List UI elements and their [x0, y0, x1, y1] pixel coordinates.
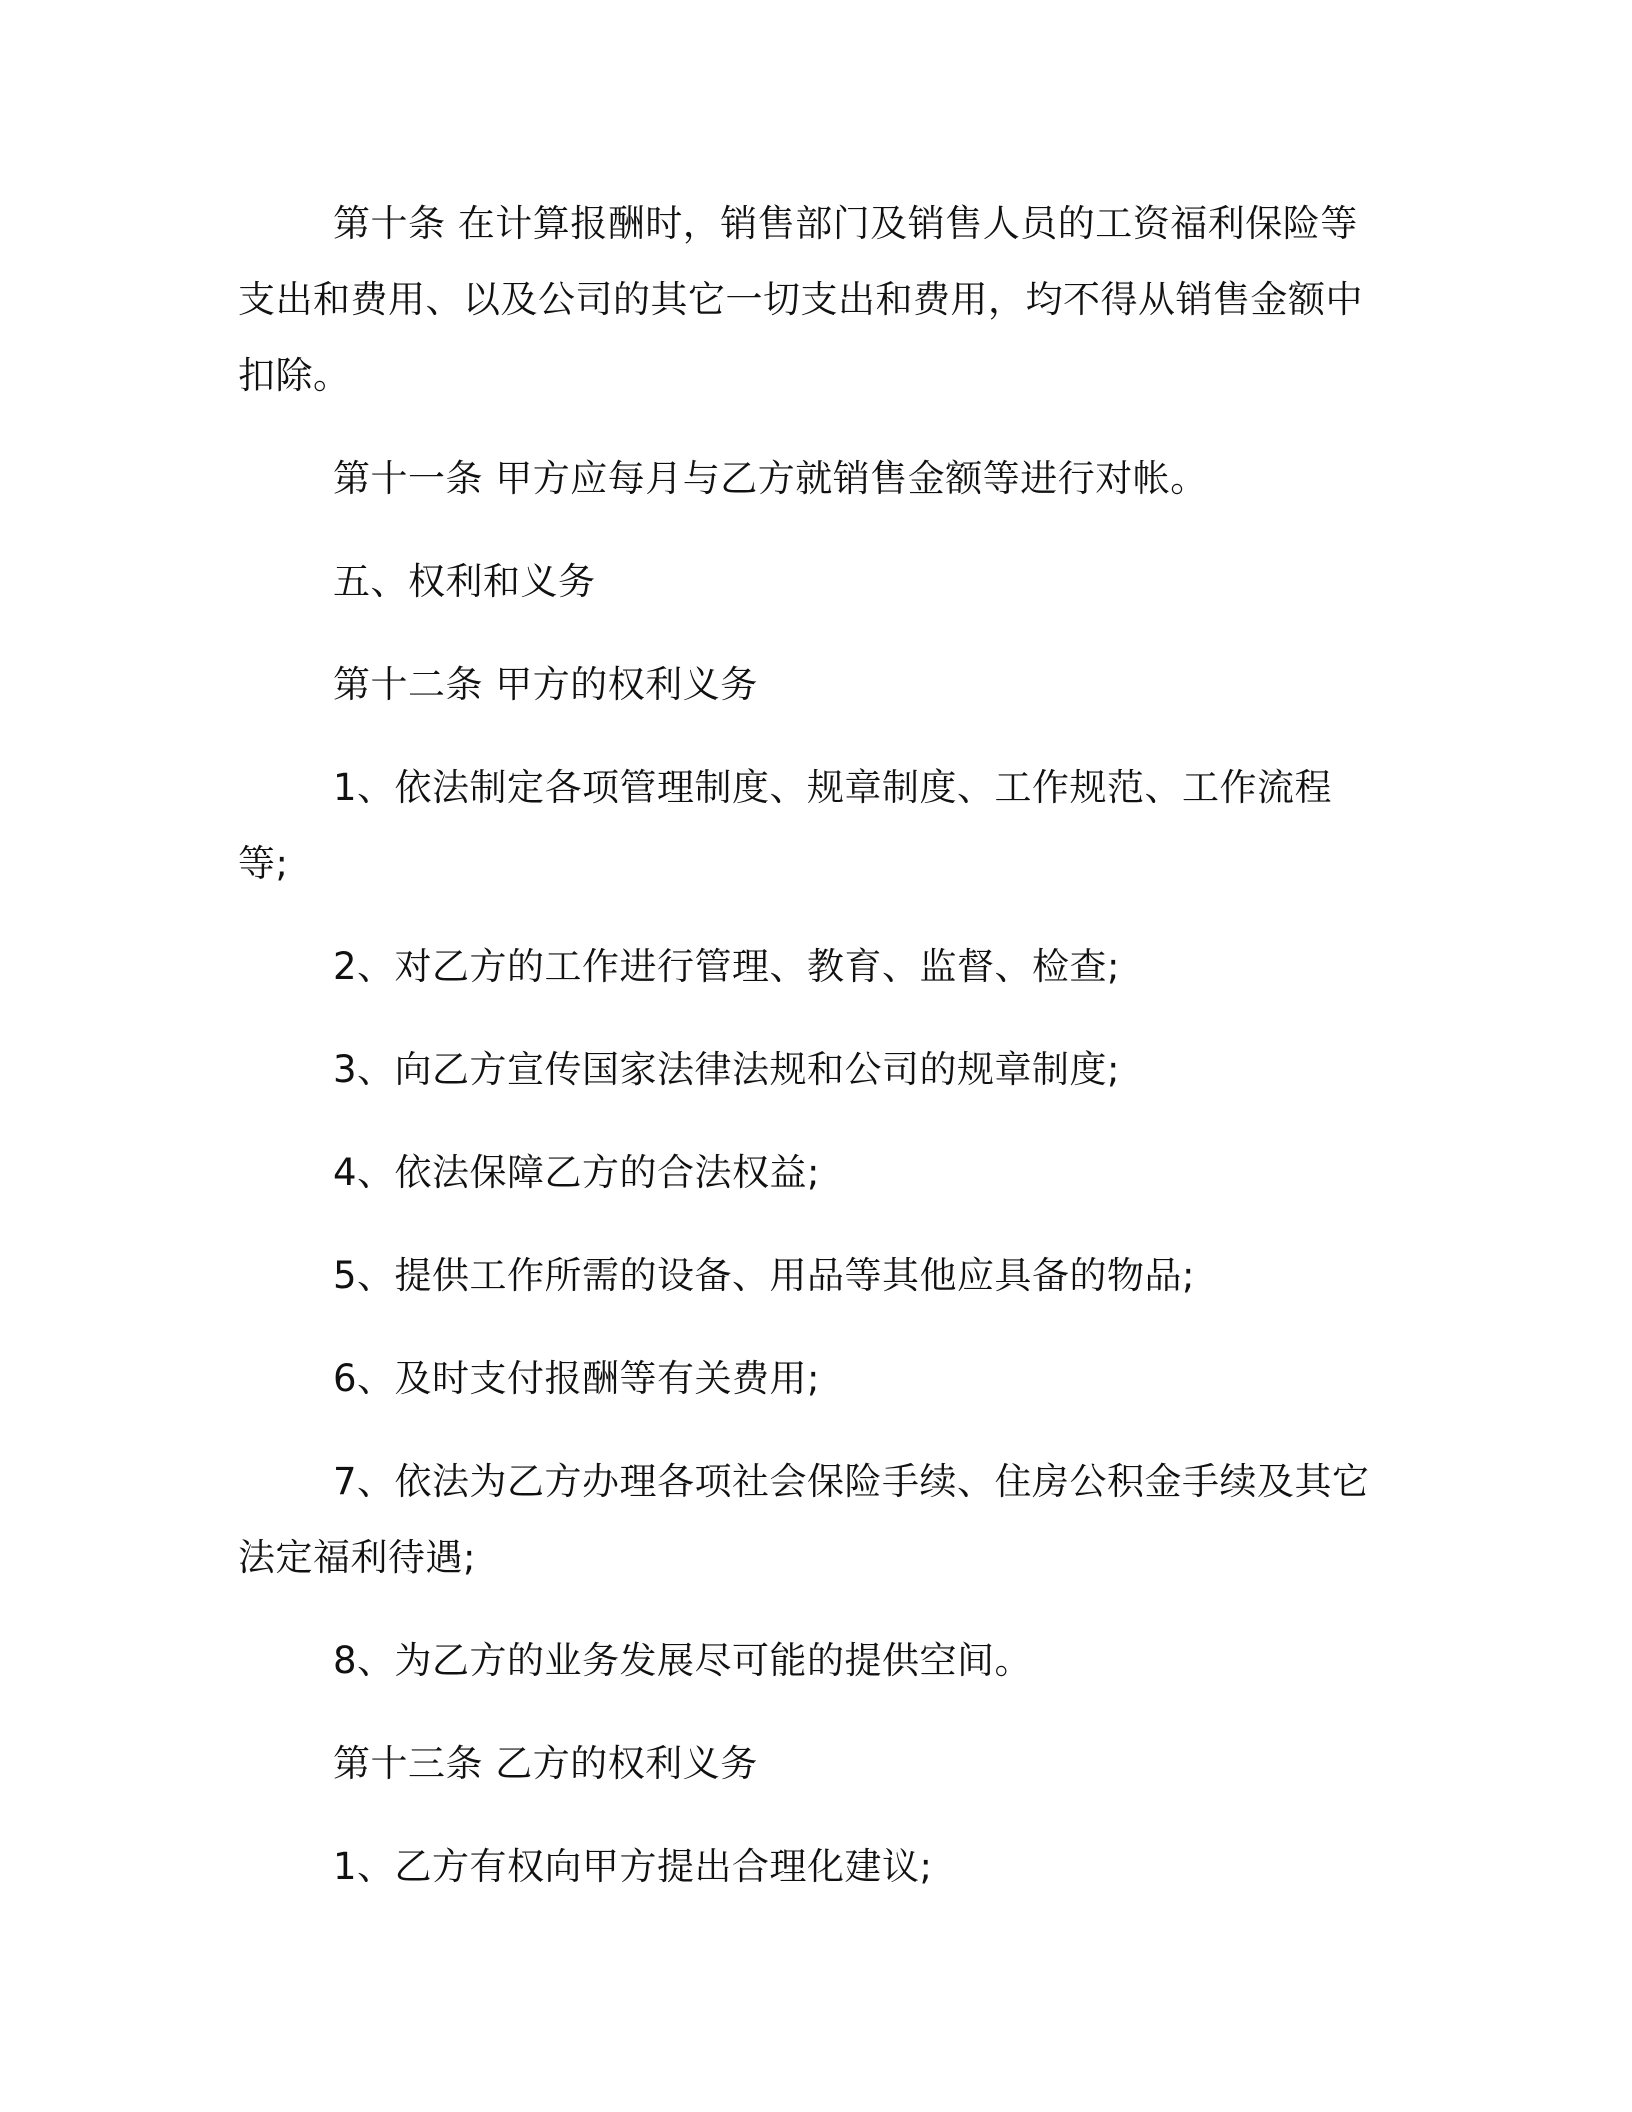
document-body — [238, 186, 1378, 1932]
list-item: 6、及时支付报酬等有关费用; — [333, 1357, 821, 1400]
section-heading-rights-obligations: 五、权利和义务 — [333, 560, 596, 603]
list-item: 4、依法保障乙方的合法权益; — [333, 1151, 821, 1194]
article-13-heading: 第十三条 乙方的权利义务 — [333, 1742, 758, 1785]
article-11-paragraph: 第十一条 甲方应每月与乙方就销售金额等进行对帐。 — [333, 457, 1208, 500]
list-item: 5、提供工作所需的设备、用品等其他应具备的物品; — [333, 1254, 1196, 1297]
article-12-heading: 第十二条 甲方的权利义务 — [333, 663, 758, 706]
list-item: 7、依法为乙方办理各项社会保险手续、住房公积金手续及其它法定福利待遇; — [238, 1460, 1370, 1579]
list-item: 8、为乙方的业务发展尽可能的提供空间。 — [333, 1639, 1033, 1682]
list-item: 3、向乙方宣传国家法律法规和公司的规章制度; — [333, 1048, 1121, 1091]
list-item: 1、依法制定各项管理制度、规章制度、工作规范、工作流程等; — [238, 766, 1333, 885]
list-item: 2、对乙方的工作进行管理、教育、监督、检查; — [333, 945, 1121, 988]
list-item: 1、乙方有权向甲方提出合理化建议; — [333, 1845, 933, 1888]
article-10-paragraph: 第十条 在计算报酬时，销售部门及销售人员的工资福利保险等支出和费用、以及公司的其它一切支出和费用，均不得从销售金额中扣除。 — [238, 202, 1363, 397]
